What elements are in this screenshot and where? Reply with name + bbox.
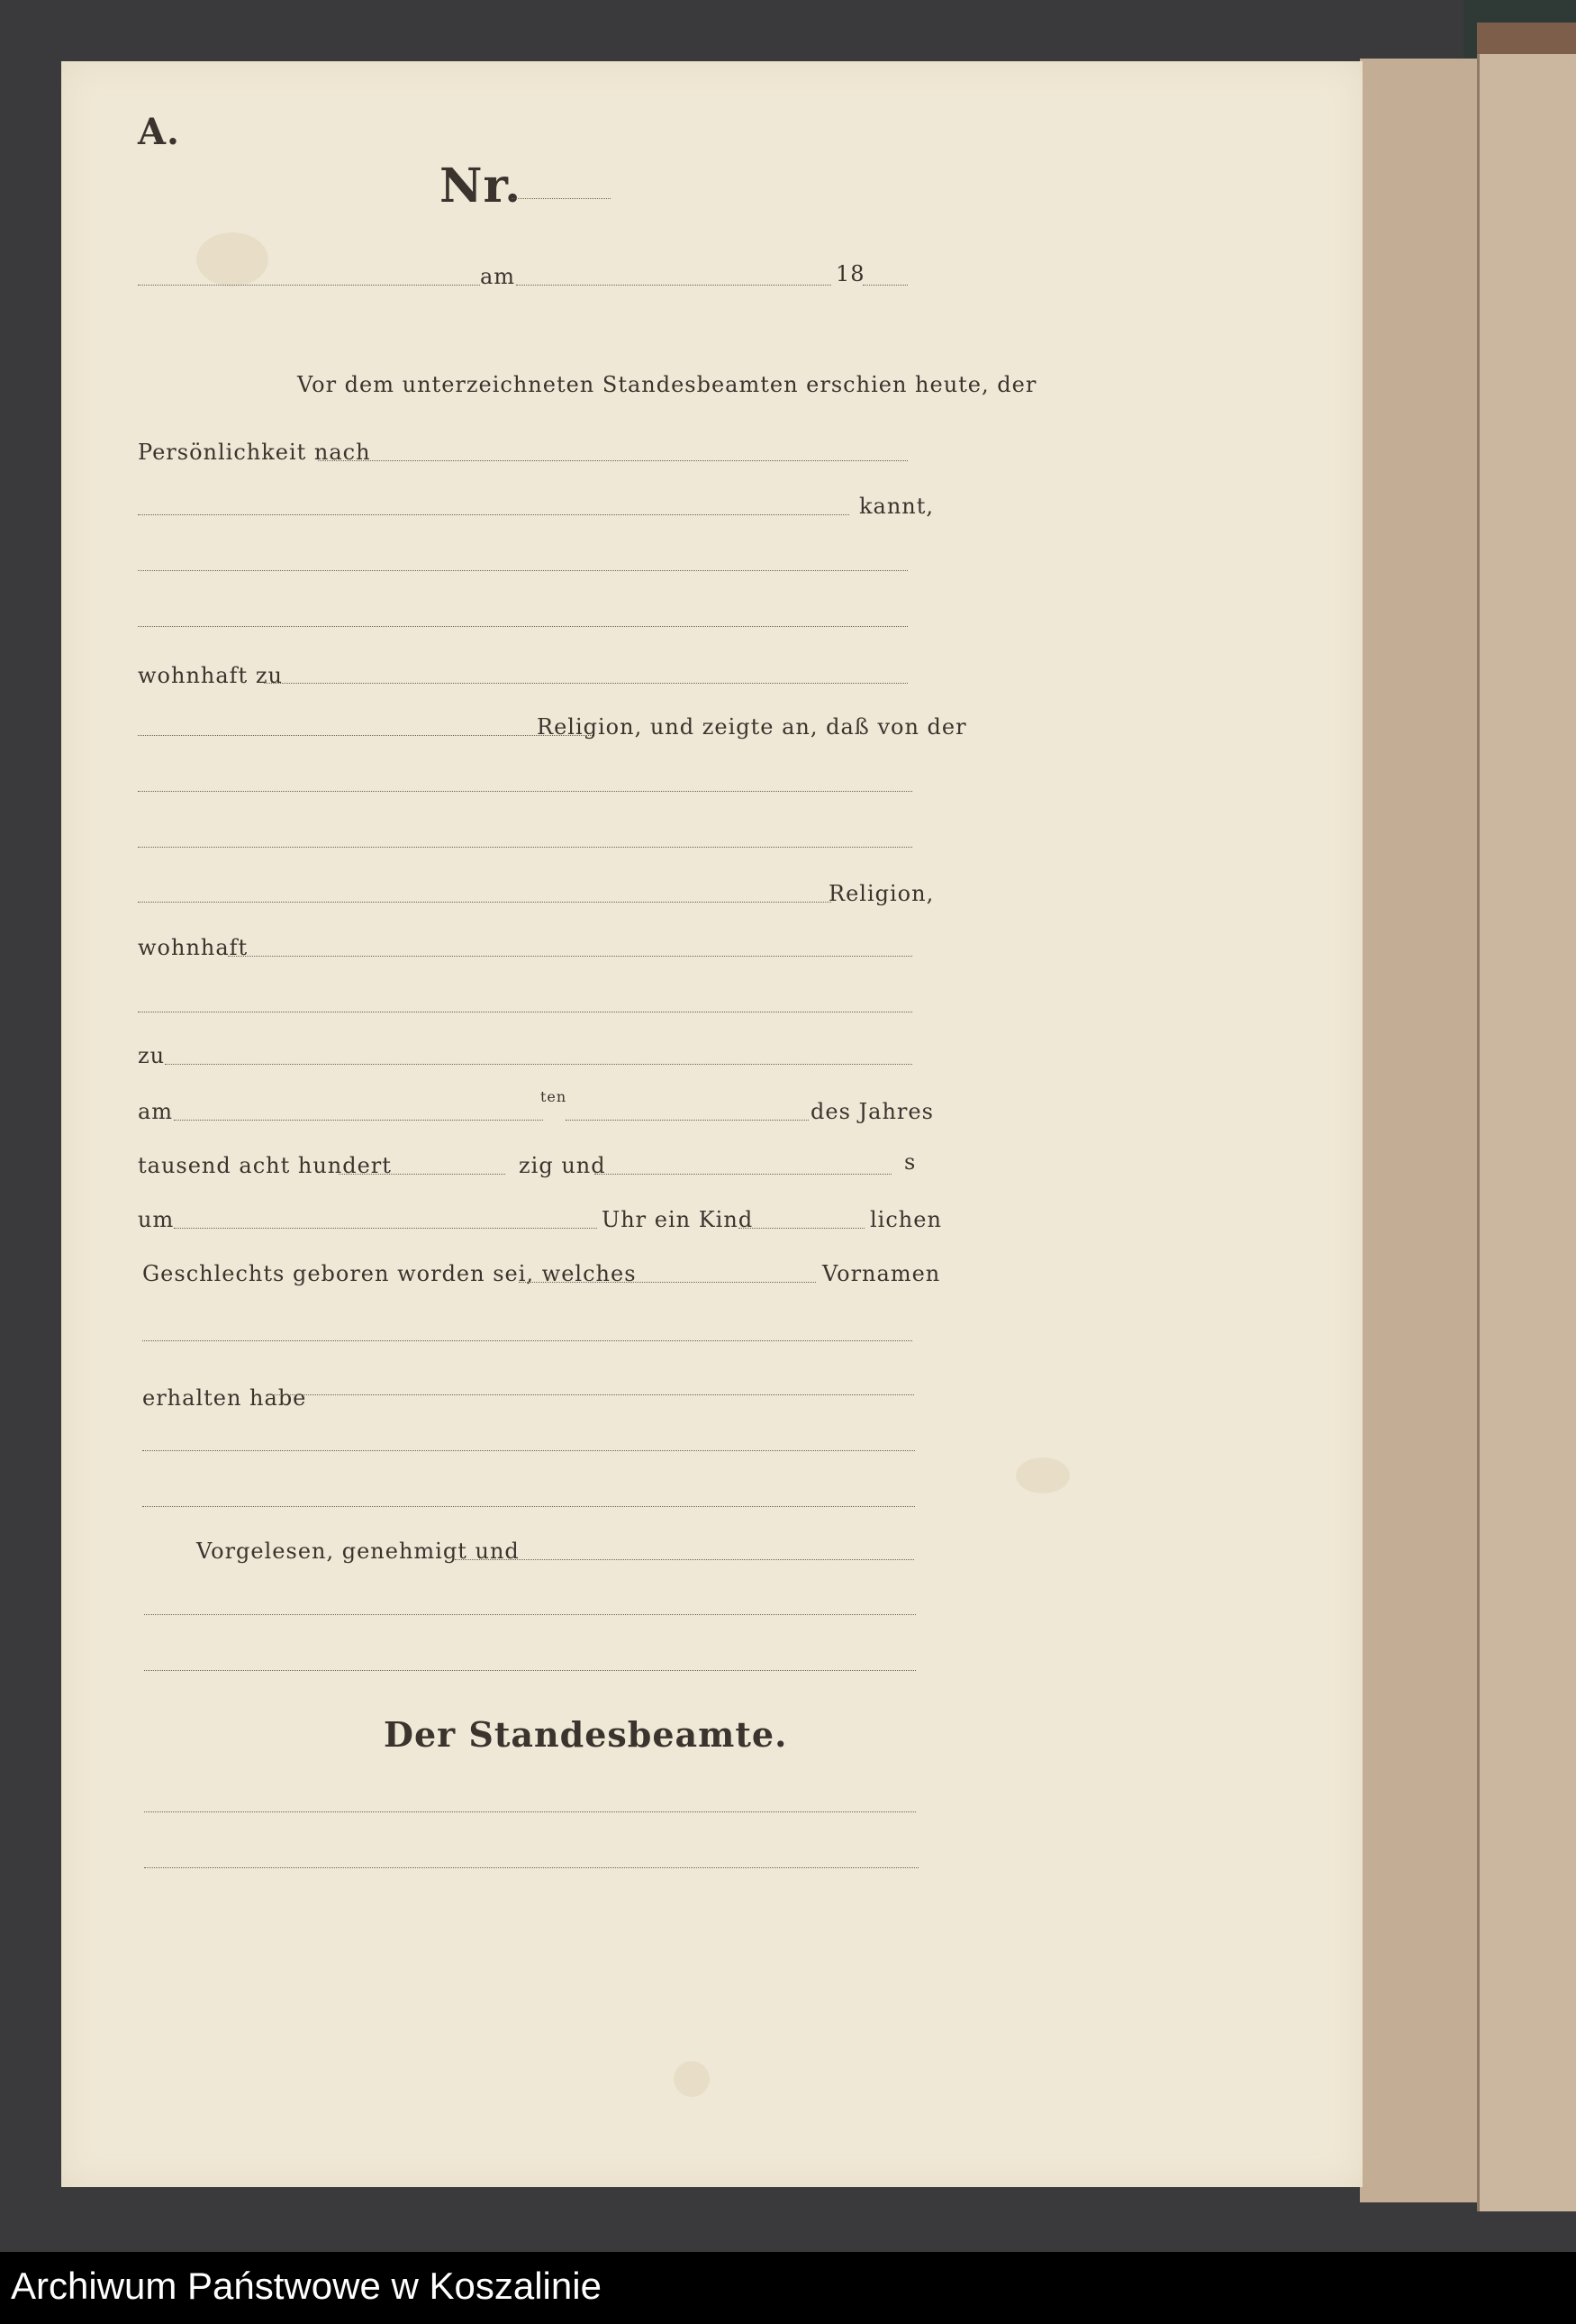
lichen-label: lichen	[870, 1207, 942, 1232]
wohnhaft-zu-label: wohnhaft zu	[138, 663, 283, 688]
uhr-ein-kind-label: Uhr ein Kind	[602, 1207, 754, 1232]
signature-title: Der Standesbeamte.	[384, 1714, 788, 1755]
geschlechts-label: Geschlechts geboren worden sei, welches	[142, 1261, 637, 1286]
line-field[interactable]	[138, 570, 908, 571]
year-prefix: 18	[836, 261, 865, 286]
paper-stain	[1016, 1457, 1070, 1493]
vornamen-label: Vornamen	[822, 1261, 941, 1286]
signature-field[interactable]	[144, 1811, 916, 1812]
religion-zeigte-label: Religion, und zeigte an, daß von der	[537, 714, 967, 740]
place-field[interactable]	[138, 285, 480, 286]
book-spine-strip	[1477, 23, 1576, 59]
persoenlichkeit-label: Persönlichkeit nach	[138, 440, 371, 465]
s-label: s	[904, 1149, 917, 1175]
form-page	[61, 61, 1363, 2187]
intro-text: Vor dem unterzeichneten Standesbeamten erschien heute, der	[297, 372, 1037, 397]
line-field[interactable]	[138, 847, 912, 848]
unit-year-field[interactable]	[594, 1174, 892, 1175]
archive-footer	[0, 2252, 1576, 2324]
residence-field[interactable]	[264, 683, 908, 684]
am2-label: am	[138, 1099, 174, 1124]
zu-field[interactable]	[165, 1064, 912, 1065]
kannt-label: kannt,	[859, 494, 935, 519]
archive-name: Archiwum Państwowe w Koszalinie	[11, 2265, 602, 2307]
decade-field[interactable]	[339, 1174, 505, 1175]
sex-field[interactable]	[738, 1228, 865, 1229]
vorgelesen-label: Vorgelesen, genehmigt und	[196, 1539, 520, 1564]
persoenlichkeit-field[interactable]	[318, 460, 908, 461]
year-field[interactable]	[863, 285, 908, 286]
paper-stain	[196, 232, 268, 286]
wohnhaft-label: wohnhaft	[138, 935, 249, 960]
line-field[interactable]	[142, 1450, 915, 1451]
time-field[interactable]	[174, 1228, 597, 1229]
day-field[interactable]	[174, 1120, 543, 1121]
line-field[interactable]	[144, 1670, 916, 1671]
vorgelesen-field[interactable]	[455, 1559, 914, 1560]
wohnhaft-field[interactable]	[228, 956, 912, 957]
des-jahres-label: des Jahres	[811, 1099, 934, 1124]
religion-field[interactable]	[138, 735, 593, 736]
zu-label: zu	[138, 1043, 166, 1068]
religion2-field[interactable]	[138, 902, 831, 903]
line-field[interactable]	[142, 1506, 915, 1507]
erhalten-field[interactable]	[270, 1394, 914, 1395]
zig-und-label: zig und	[519, 1153, 606, 1178]
book-edge	[1477, 54, 1576, 2211]
number-field[interactable]	[512, 198, 611, 199]
line-field[interactable]	[138, 791, 912, 792]
line-field[interactable]	[138, 626, 908, 627]
ten-label: ten	[540, 1088, 567, 1105]
welches-field[interactable]	[519, 1282, 816, 1283]
tausend-label: tausend acht hundert	[138, 1153, 392, 1178]
date-field[interactable]	[516, 285, 831, 286]
line-field[interactable]	[144, 1614, 916, 1615]
month-field[interactable]	[566, 1120, 809, 1121]
religion-label: Religion,	[829, 881, 935, 906]
line-field[interactable]	[142, 1340, 912, 1341]
erhalten-habe-label: erhalten habe	[142, 1385, 307, 1411]
paper-stain	[674, 2061, 710, 2097]
line-field[interactable]	[138, 514, 849, 515]
um-label: um	[138, 1207, 175, 1232]
number-label: Nr.	[439, 159, 522, 213]
am-label: am	[480, 264, 516, 289]
signature-field[interactable]	[144, 1867, 919, 1868]
form-letter: A.	[138, 111, 180, 153]
